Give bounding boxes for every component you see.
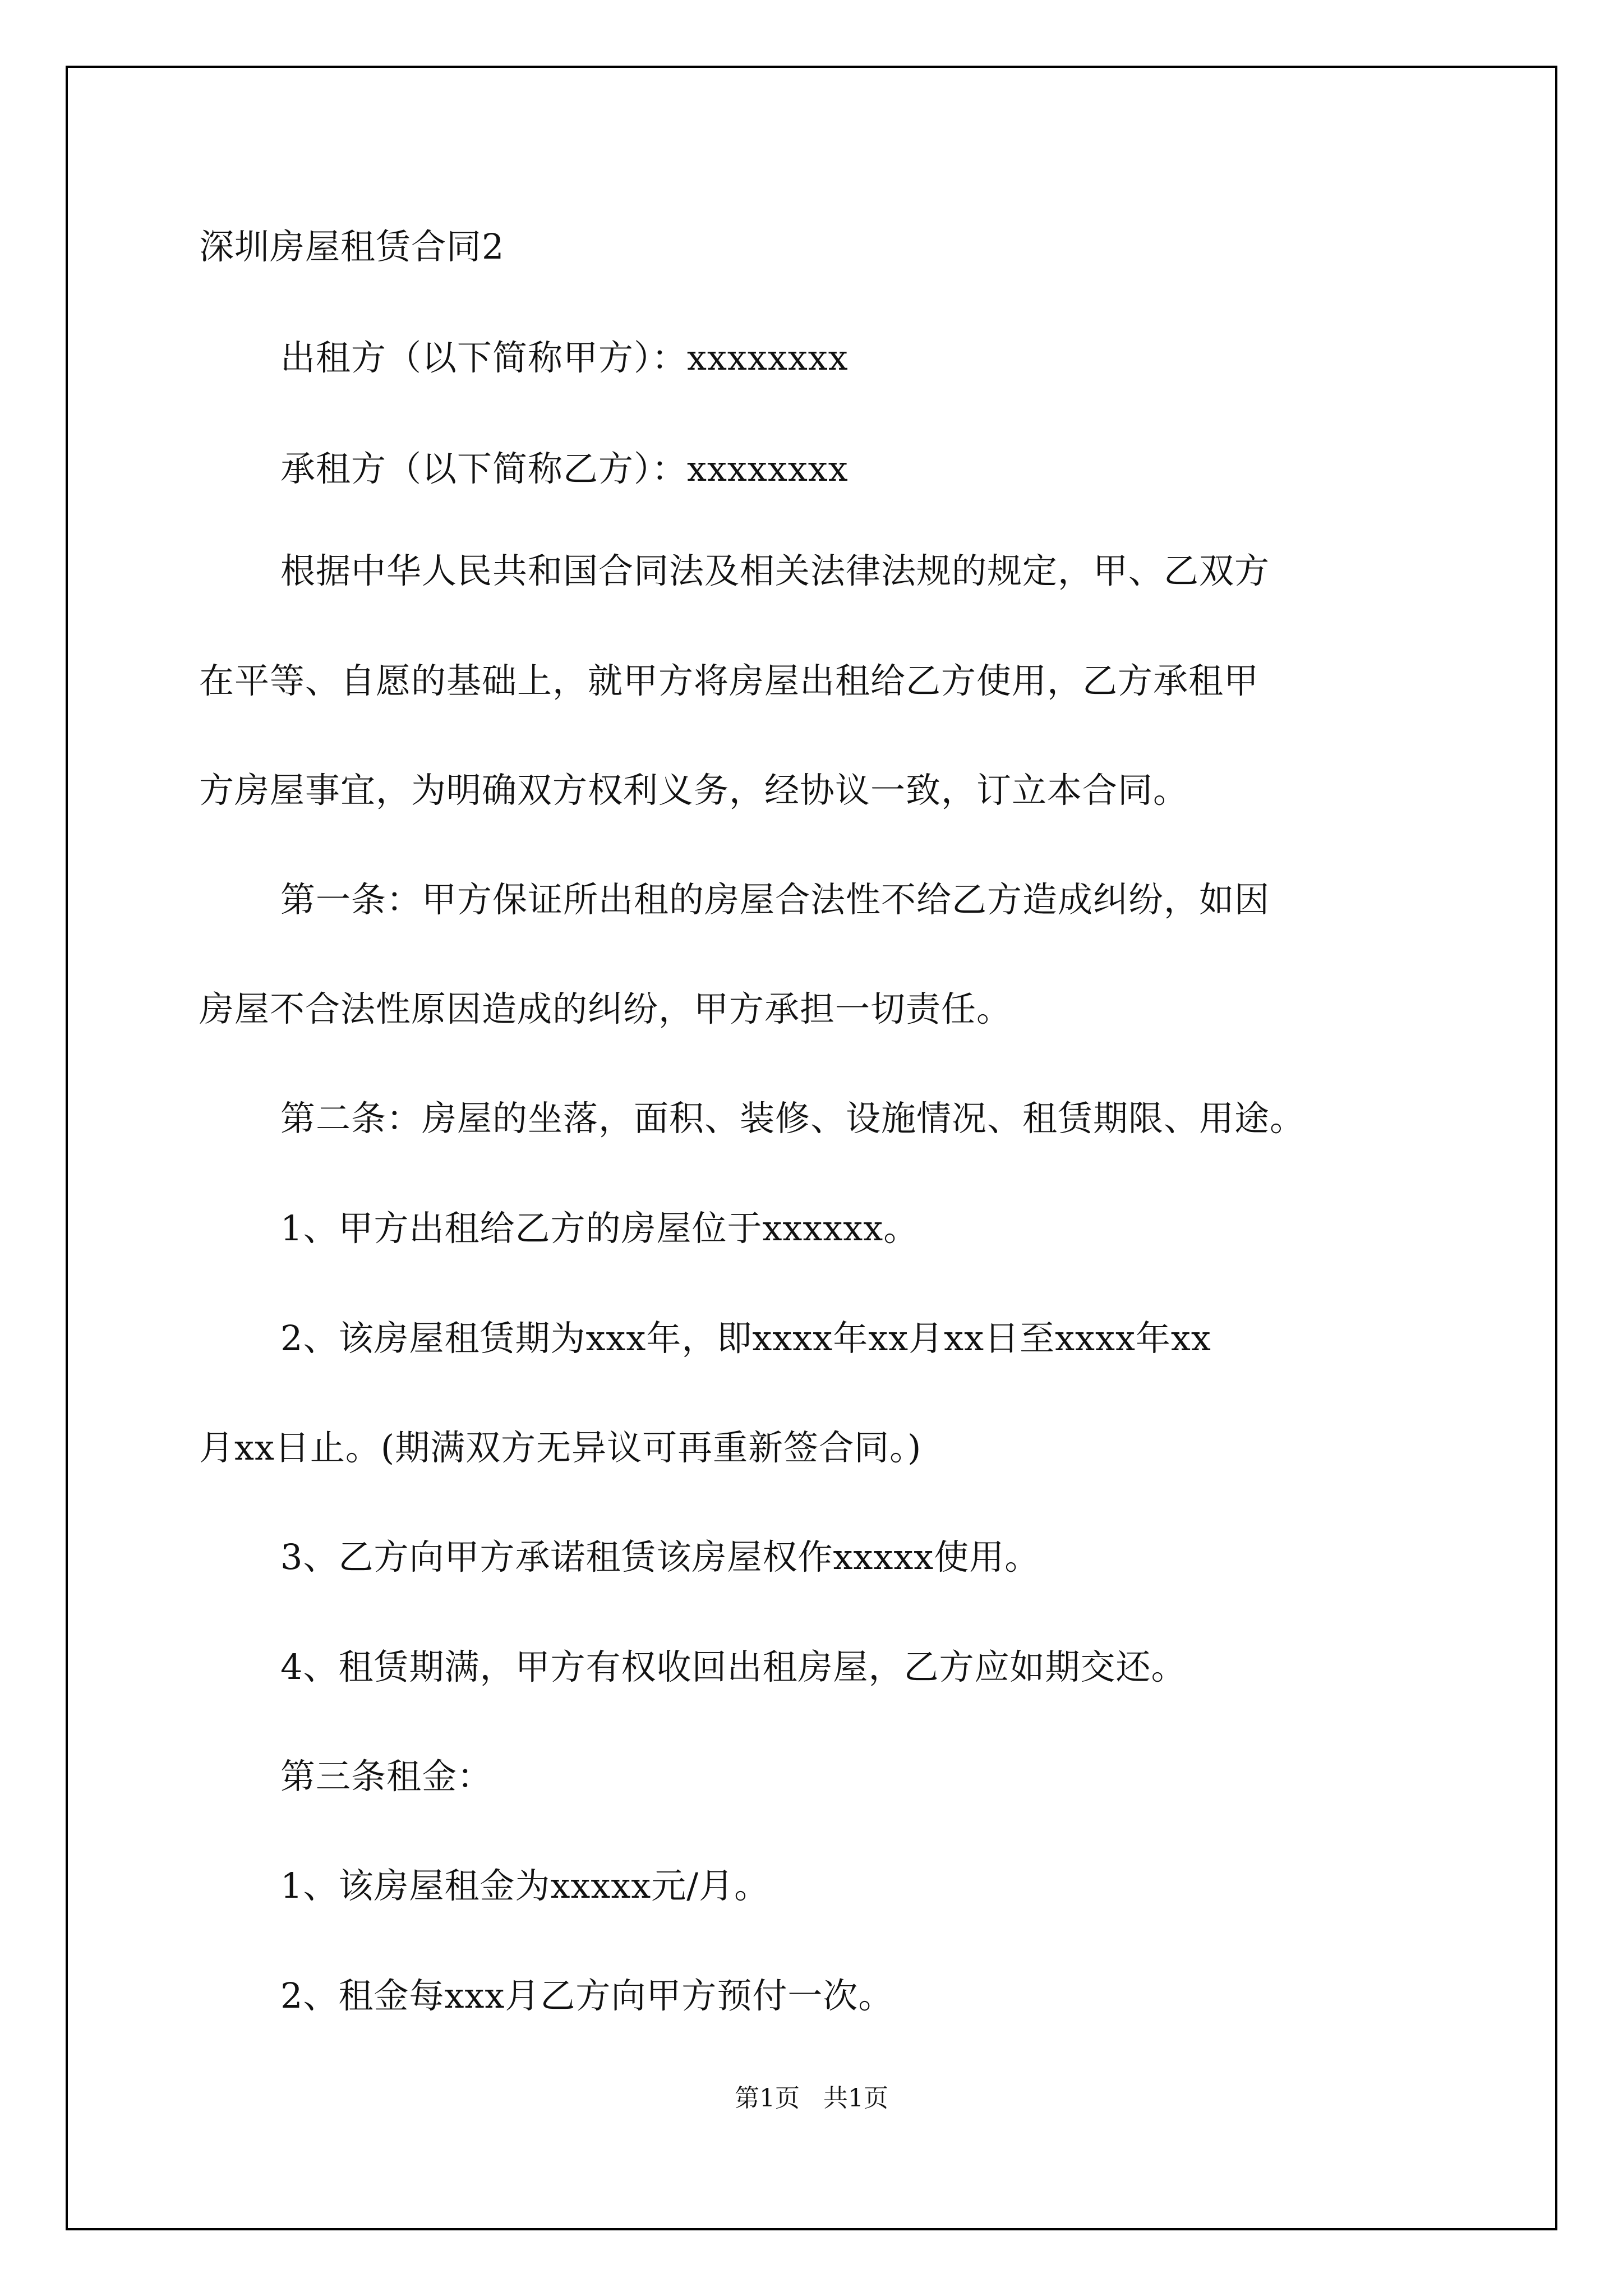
document-title: 深圳房屋租赁合同2: [199, 226, 505, 267]
article-2-item-2-line-2: 月xx日止。(期满双方无异议可再重新签合同。): [199, 1427, 922, 1468]
page-number-total: 共1页: [823, 2084, 888, 2113]
paragraph-lessee: 承租方（以下简称乙方）：xxxxxxxx: [280, 448, 849, 489]
page-number-current: 第1页: [735, 2084, 800, 2113]
article-2-item-3: 3、乙方向甲方承诺租赁该房屋权作xxxxx使用。: [280, 1536, 1040, 1577]
article-2-item-4: 4、租赁期满，甲方有权收回出租房屋，乙方应如期交还。: [280, 1646, 1187, 1687]
article-2-item-2-line-1: 2、该房屋租赁期为xxx年，即xxxx年xx月xx日至xxxx年xx: [280, 1318, 1211, 1359]
page-footer: [0, 2082, 1623, 2115]
article-2-item-1: 1、甲方出租给乙方的房屋位于xxxxxx。: [280, 1208, 919, 1249]
paragraph-intro-line-1: 根据中华人民共和国合同法及相关法律法规的规定，甲、乙双方: [280, 550, 1270, 591]
article-3-heading: 第三条租金：: [280, 1756, 493, 1797]
article-1-line-2: 房屋不合法性原因造成的纠纷，甲方承担一切责任。: [199, 988, 1012, 1029]
article-1-line-1: 第一条：甲方保证所出租的房屋合法性不给乙方造成纠纷，如因: [280, 879, 1270, 920]
paragraph-intro-line-2: 在平等、自愿的基础上，就甲方将房屋出租给乙方使用，乙方承租甲: [199, 660, 1260, 701]
paragraph-intro-line-3: 方房屋事宜，为明确双方权利义务，经协议一致，订立本合同。: [199, 770, 1189, 811]
article-3-item-1: 1、该房屋租金为xxxxx元/月。: [280, 1865, 770, 1906]
article-2-heading: 第二条：房屋的坐落，面积、装修、设施情况、租赁期限、用途。: [280, 1098, 1306, 1139]
article-3-item-2: 2、租金每xxx月乙方向甲方预付一次。: [280, 1975, 894, 2016]
paragraph-lessor: 出租方（以下简称甲方）：xxxxxxxx: [280, 337, 849, 378]
